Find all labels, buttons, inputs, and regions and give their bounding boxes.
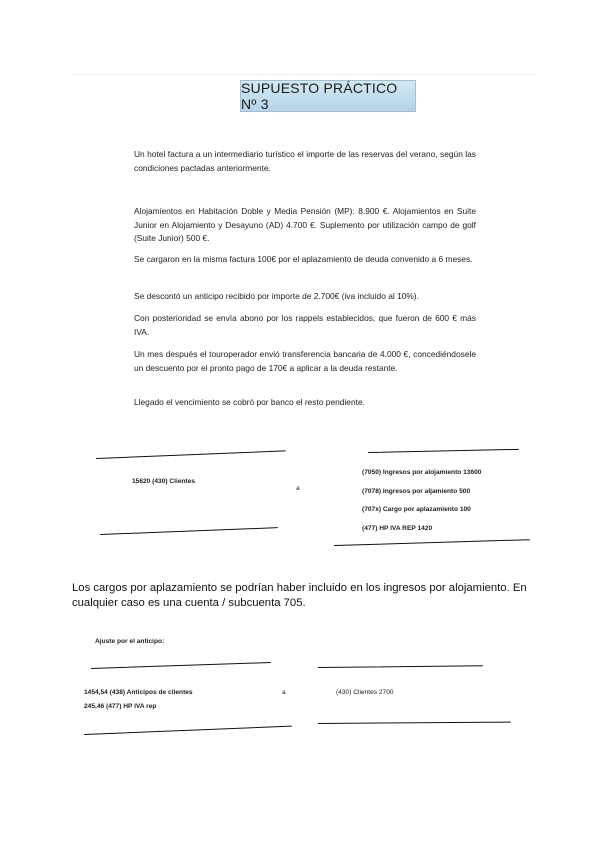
entry1-debit: 15620 (430) Clientes — [132, 478, 196, 485]
entry1-separator: a — [296, 485, 300, 492]
paragraph-advance: Se descontó un anticipo recibido por importe de 2.700€ (iva incluido al 10%). — [134, 291, 419, 301]
journal-rule — [318, 665, 483, 668]
paragraph-deferral-charge: Se cargaron en la misma factura 100€ por el aplazamiento de deuda convenido a 6 meses. — [134, 254, 473, 264]
header-divider — [70, 74, 535, 75]
entry1-credit-line: (707x) Cargo por aplazamiento 100 — [362, 506, 471, 513]
entry2-credit: (430) Clientes 2700 — [336, 689, 394, 696]
journal-rule — [84, 726, 292, 736]
page-title: SUPUESTO PRÁCTICO Nº 3 — [240, 80, 416, 112]
paragraph-accommodations: Alojamientos en Habitación Doble y Media Pensión (MP): 8.900 €. Alojamientos en Suite Junior en Alojamiento y Desayuno (AD) 4.700 €. Suplemento por utilización campo de golf (Suite Junior) 500 €. — [134, 206, 476, 244]
entry2-debit-line: 1454,54 (438) Anticipos de clientes — [84, 689, 193, 696]
journal-rule — [91, 662, 271, 669]
entry1-credit-line: (477) HP IVA REP 1420 — [362, 525, 433, 532]
entry1-credit-line: (7050) Ingresos por alojamiento 13600 — [362, 469, 482, 476]
paragraph-intro: Un hotel factura a un intermediario turístico el importe de las reservas del verano, según las condiciones pactadas anteriormente. — [134, 149, 476, 173]
journal-rule — [334, 539, 530, 546]
note-text: Los cargos por aplazamiento se podrían haber incluido en los ingresos por alojamiento. En cualquier caso es una cuenta / subcuenta 705. — [72, 582, 527, 609]
paragraph-rappels: Con posterioridad se envía abono por los rappels establecidos, que fueron de 600 € más IVA. — [134, 313, 476, 337]
journal-rule — [318, 722, 511, 725]
journal-rule — [100, 527, 278, 535]
paragraph-maturity: Llegado el vencimiento se cobró por banco el resto pendiente. — [134, 397, 365, 407]
journal-rule — [96, 450, 286, 459]
journal-rule — [368, 449, 519, 453]
entry2-heading: Ajuste por el anticipo: — [95, 638, 165, 645]
paragraph-transfer: Un mes después el touroperador envió transferencia bancaria de 4.000 €, concediéndosele un descuento por el pronto pago de 170€ a aplicar a la deuda restante. — [134, 349, 476, 373]
entry2-separator: a — [282, 689, 286, 696]
entry1-credit-line: (7078) Ingresos por aljamiento 500 — [362, 488, 471, 495]
entry2-debit-line: 245,46 (477) HP IVA rep — [84, 703, 157, 710]
